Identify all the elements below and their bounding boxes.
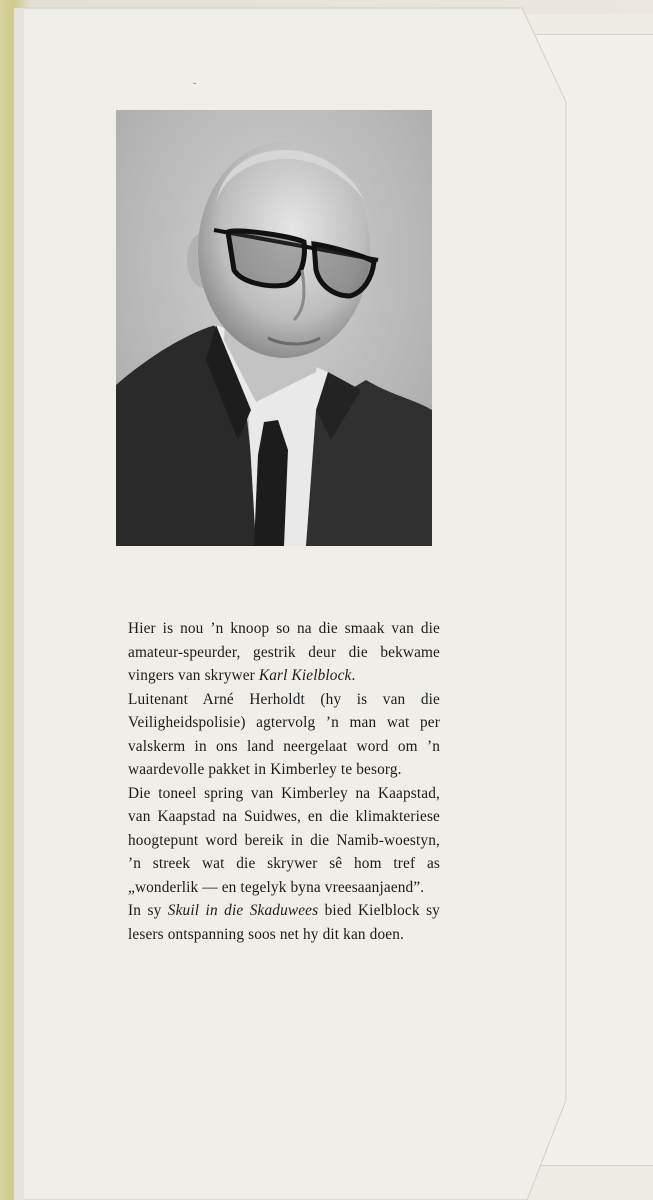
speck-mark: ˘ [193,82,197,93]
blurb-text [128,617,440,946]
blurb-paragraph: Luitenant Arné Herholdt (hy is van die Veiligheidspolisie) agtervolg ’n man wat per valskerm in ons land neergelaat word om ’n waardevolle pakket in Kimberley te besorg. [128,690,440,778]
blurb-paragraph: Die toneel spring van Kimberley na Kaapstad, van Kaapstad na Suidwes, en die klimakteriese hoogtepunt word bereik in die Namib-woestyn, ’n streek wat die skrywer sê hom tref as „wonderlik — en tegelyk byna vreesaanjaend”. [128,784,440,896]
blurb-paragraph: Hier is nou ’n knoop so na die smaak van die amateur-speurder, gestrik deur die bekwame vingers van skrywer Karl Kielblock. [128,620,440,684]
author-portrait-photo [116,110,432,546]
blurb-paragraph: In sy Skuil in die Skaduwees bied Kielblock sy lesers ontspanning soos net hy dit kan doen. [128,902,440,943]
